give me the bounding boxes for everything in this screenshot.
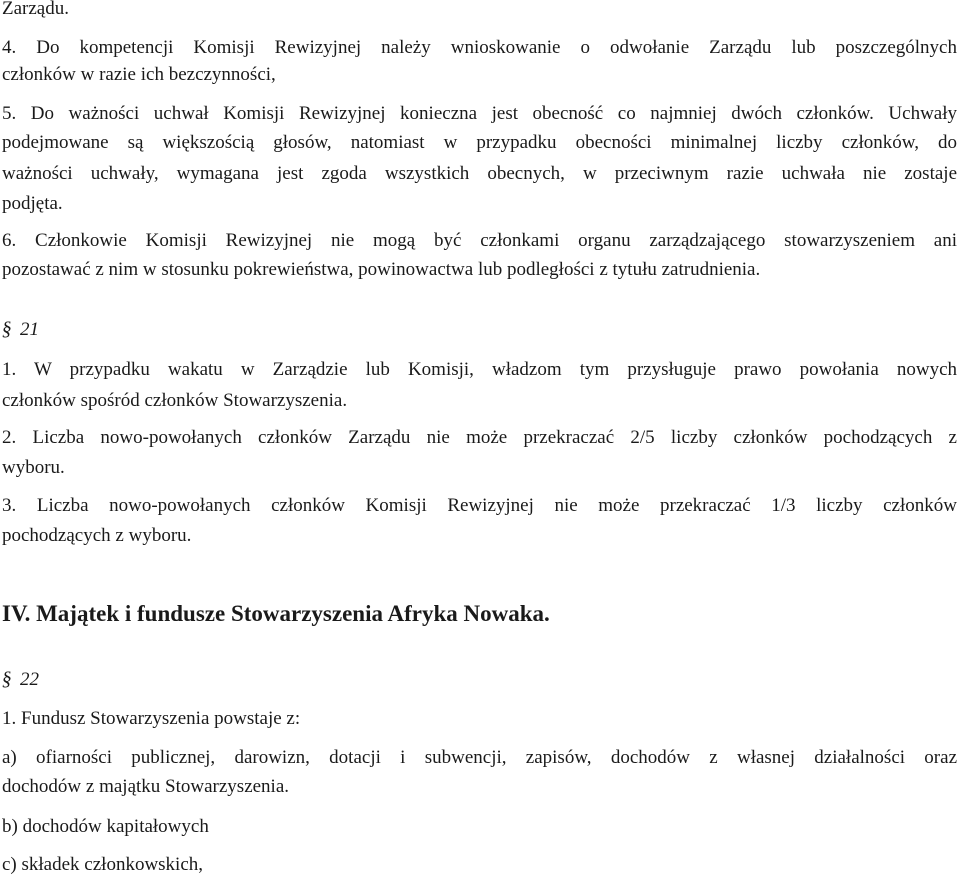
section-21-marker xyxy=(2,317,39,342)
list-item-a-line-1: a) ofiarności publicznej, darowizn, dotacji i subwencji, zapisów, dochodów z własnej działalności oraz xyxy=(2,747,957,768)
s21-paragraph-2-line-2: wyboru. xyxy=(2,457,65,478)
section-number: 21 xyxy=(20,319,39,340)
s21-paragraph-3-line-2: pochodzących z wyboru. xyxy=(2,525,192,546)
section-22-marker xyxy=(2,667,39,692)
list-item-b: b) dochodów kapitałowych xyxy=(2,816,209,837)
s21-paragraph-1-line-1: 1. W przypadku wakatu w Zarządzie lub Komisji, władzom tym przysługuje prawo powołania nowych xyxy=(2,359,957,380)
section-symbol-icon: § xyxy=(0,318,14,340)
s21-paragraph-2-line-1: 2. Liczba nowo-powołanych członków Zarządu nie może przekraczać 2/5 liczby członków pochodzących z xyxy=(2,427,957,448)
paragraph-6-line-2: pozostawać z nim w stosunku pokrewieństwa, powinowactwa lub podległości z tytułu zatrudnienia. xyxy=(2,259,761,280)
section-symbol-icon: § xyxy=(0,668,14,690)
paragraph-5-line-2: podejmowane są większością głosów, natomiast w przypadku obecności minimalnej liczby członków, do xyxy=(2,132,957,153)
list-item-a-line-2: dochodów z majątku Stowarzyszenia. xyxy=(2,776,290,797)
s22-paragraph-1: 1. Fundusz Stowarzyszenia powstaje z: xyxy=(2,708,301,729)
s21-paragraph-3-line-1: 3. Liczba nowo-powołanych członków Komisji Rewizyjnej nie może przekraczać 1/3 liczby członków xyxy=(2,495,957,516)
section-number: 22 xyxy=(20,669,39,690)
text-line: Zarządu. xyxy=(2,0,69,19)
paragraph-5-line-3: ważności uchwały, wymagana jest zgoda wszystkich obecnych, w przeciwnym razie uchwała nie zostaje xyxy=(2,163,957,184)
paragraph-5-line-4: podjęta. xyxy=(2,193,63,214)
chapter-heading: IV. Majątek i fundusze Stowarzyszenia Afryka Nowaka. xyxy=(2,601,550,626)
paragraph-4-line-2: członków w razie ich bezczynności, xyxy=(2,64,276,85)
s21-paragraph-1-line-2: członków spośród członków Stowarzyszenia. xyxy=(2,390,348,411)
paragraph-4-line-1: 4. Do kompetencji Komisji Rewizyjnej należy wnioskowanie o odwołanie Zarządu lub poszczególnych xyxy=(2,37,957,58)
paragraph-5-line-1: 5. Do ważności uchwał Komisji Rewizyjnej konieczna jest obecność co najmniej dwóch członków. Uchwały xyxy=(2,103,957,124)
paragraph-6-line-1: 6. Członkowie Komisji Rewizyjnej nie mogą być członkami organu zarządzającego stowarzyszeniem ani xyxy=(2,230,957,251)
list-item-c: c) składek członkowskich, xyxy=(2,854,204,875)
